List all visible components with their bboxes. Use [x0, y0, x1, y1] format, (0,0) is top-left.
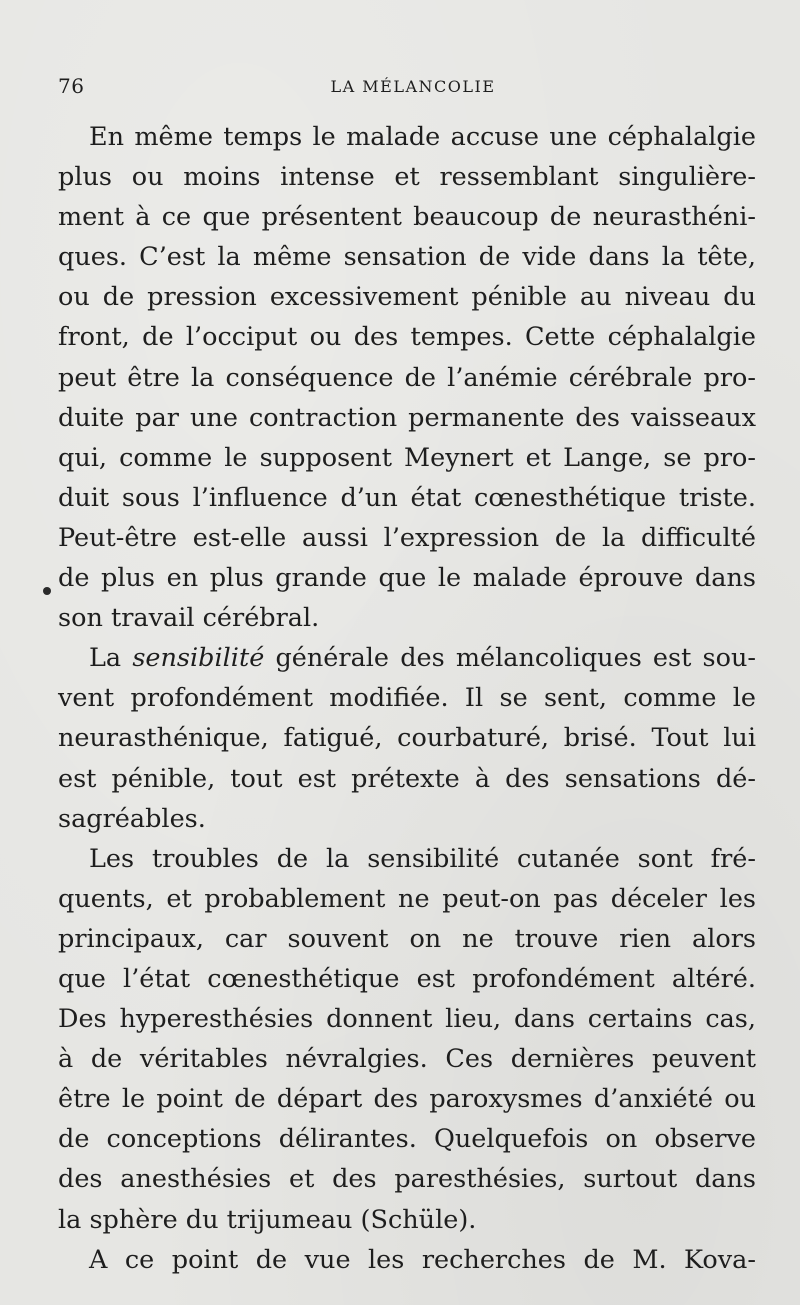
text-line: est pénible, tout est prétexte à des sensations dé- [58, 763, 756, 794]
paragraph-sensibilite [58, 638, 756, 838]
text-line: plus ou moins intense et ressemblant singulière- [58, 162, 756, 193]
text-line: principaux, car souvent on ne trouve rien alors [58, 923, 756, 954]
text-line: la sphère du trijumeau (Schüle). [58, 1204, 477, 1235]
text-line [58, 638, 756, 678]
emphasized-term: sensibilité [132, 643, 265, 674]
text-line: être le point de départ des paroxysmes d’anxiété ou [58, 1084, 756, 1115]
paragraph-cephalalgie [58, 117, 756, 638]
text-segment: La [89, 643, 133, 674]
text-line: duit sous l’influence d’un état cœnesthétique triste. [58, 482, 756, 513]
paragraph-troubles-cutanes [58, 839, 756, 1240]
text-line: peut être la conséquence de l’anémie cérébrale pro- [58, 362, 756, 393]
text-line: son travail cérébral. [58, 603, 320, 634]
text-line: de plus en plus grande que le malade éprouve dans [58, 563, 756, 594]
page-number: 76 [58, 74, 85, 98]
text-line: que l’état cœnesthétique est profondément altéré. [58, 963, 756, 994]
text-line: Les troubles de la sensibilité cutanée sont fré- [89, 843, 756, 874]
body-text [58, 117, 756, 1280]
text-line: vent profondément modifiée. Il se sent, comme le [58, 683, 756, 714]
ink-spot [43, 587, 51, 595]
text-line: des anesthésies et des paresthésies, surtout dans [58, 1164, 756, 1195]
text-line: sagréables. [58, 803, 206, 834]
text-line: ou de pression excessivement pénible au niveau du [58, 282, 756, 313]
text-line: A ce point de vue les recherches de M. Kova- [89, 1244, 756, 1275]
text-line: à de véritables névralgies. Ces dernières peuvent [58, 1044, 756, 1075]
text-line: front, de l’occiput ou des tempes. Cette céphalalgie [58, 322, 756, 353]
running-title: LA MÉLANCOLIE [330, 77, 496, 96]
text-segment: générale des mélancoliques est sou- [264, 643, 757, 674]
text-line: qui, comme le supposent Meynert et Lange, se pro- [58, 442, 756, 473]
text-line: En même temps le malade accuse une céphalalgie [89, 122, 756, 152]
text-line: quents, et probablement ne peut-on pas déceler les [58, 883, 756, 914]
page-header [58, 74, 758, 104]
paragraph-recherches [58, 1240, 756, 1280]
text-line: duite par une contraction permanente des vaisseaux [58, 402, 756, 433]
text-line: de conceptions délirantes. Quelquefois on observe [58, 1124, 756, 1155]
text-line: ment à ce que présentent beaucoup de neurasthéni- [58, 202, 756, 233]
text-line: neurasthénique, fatigué, courbaturé, brisé. Tout lui [58, 723, 756, 754]
text-line: Des hyperesthésies donnent lieu, dans certains cas, [58, 1004, 756, 1035]
text-line: ques. C’est la même sensation de vide dans la tête, [58, 242, 756, 273]
text-line: Peut-être est-elle aussi l’expression de la difficulté [58, 522, 756, 553]
